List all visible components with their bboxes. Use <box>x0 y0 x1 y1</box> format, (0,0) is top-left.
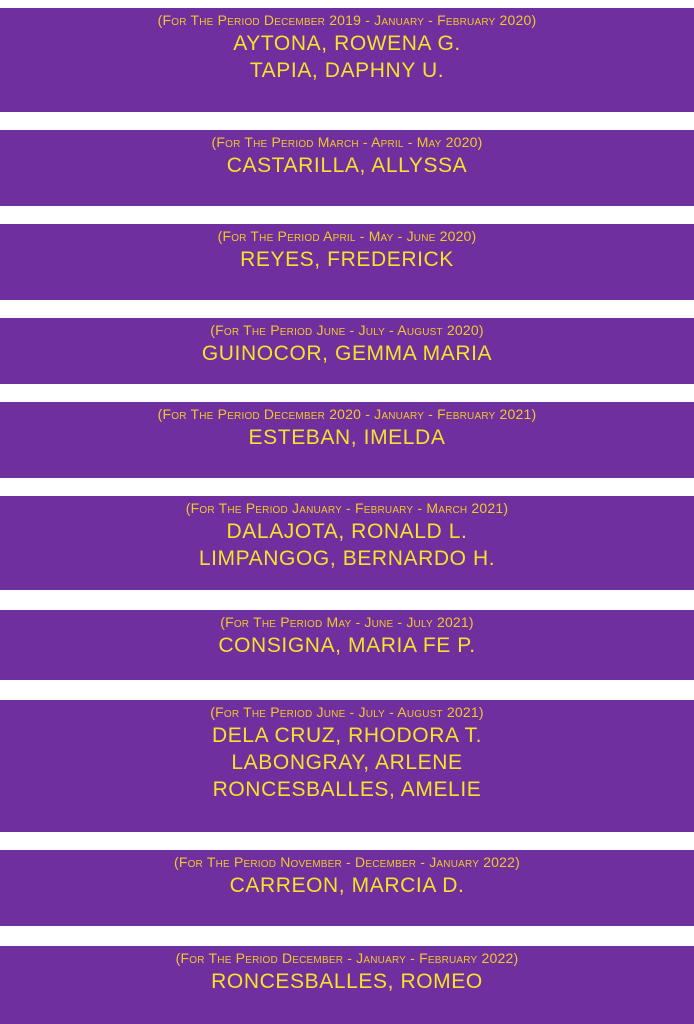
period-label: (For The Period June - July - August 2020) <box>210 322 484 338</box>
awardee-name: DELA CRUZ, RHODORA T. <box>211 724 483 747</box>
awardee-name: TAPIA, DAPHNY U. <box>249 59 445 82</box>
awardee-name: REYES, FREDERICK <box>240 248 454 271</box>
awardee-name: RONCESBALLES, AMELIE <box>212 778 482 801</box>
period-band <box>0 130 694 206</box>
names-list <box>0 152 694 179</box>
period-label: (For The Period June - July - August 2021) <box>210 704 484 720</box>
period-band <box>0 946 694 1024</box>
period-label: (For The Period March - April - May 2020) <box>211 134 483 150</box>
period-label: (For The Period January - February - March 2021) <box>185 500 509 516</box>
period-label: (For The Period December 2019 - January - February 2020) <box>157 12 537 28</box>
period-band <box>0 402 694 478</box>
period-band <box>0 850 694 926</box>
names-list <box>0 722 694 803</box>
period-label: (For The Period May - June - July 2021) <box>220 614 474 630</box>
period-band <box>0 8 694 112</box>
period-label: (For The Period April - May - June 2020) <box>217 228 477 244</box>
period-label: (For The Period November - December - January 2022) <box>173 854 521 870</box>
awardee-name: AYTONA, ROWENA G. <box>233 32 461 55</box>
names-list <box>0 340 694 367</box>
period-label: (For The Period December - January - February 2022) <box>175 950 519 966</box>
awardee-name: ESTEBAN, IMELDA <box>248 426 446 449</box>
names-list <box>0 30 694 84</box>
awardee-name: RONCESBALLES, ROMEO <box>211 970 483 993</box>
period-band <box>0 700 694 832</box>
names-list <box>0 632 694 659</box>
period-band <box>0 610 694 680</box>
names-list <box>0 968 694 995</box>
awardee-name: GUINOCOR, GEMMA MARIA <box>201 342 493 365</box>
awardee-name: LABONGRAY, ARLENE <box>231 751 463 774</box>
period-band <box>0 318 694 384</box>
awardee-name: CONSIGNA, MARIA FE P. <box>218 634 476 657</box>
awardee-name: LIMPANGOG, BERNARDO H. <box>198 547 496 570</box>
period-band <box>0 496 694 590</box>
awardee-name: DALAJOTA, RONALD L. <box>226 520 468 543</box>
awardee-name: CARREON, MARCIA D. <box>229 874 465 897</box>
awardee-name: CASTARILLA, ALLYSSA <box>226 154 468 177</box>
names-list <box>0 872 694 899</box>
names-list <box>0 518 694 572</box>
names-list <box>0 246 694 273</box>
period-label: (For The Period December 2020 - January - February 2021) <box>157 406 537 422</box>
period-band <box>0 224 694 300</box>
names-list <box>0 424 694 451</box>
